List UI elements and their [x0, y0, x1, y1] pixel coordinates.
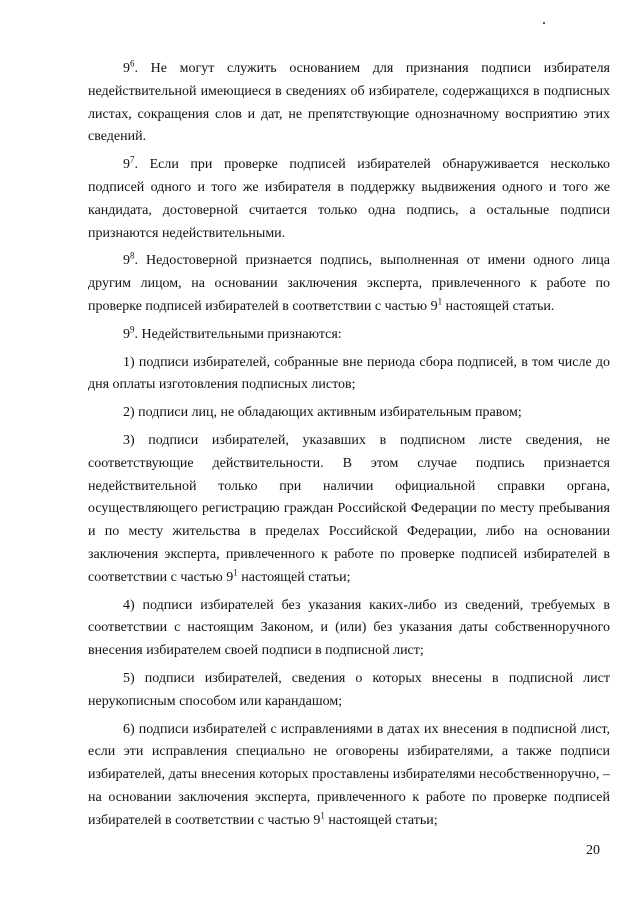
body-text [88, 58, 610, 838]
paragraph-9-8 [88, 250, 610, 318]
paragraph-text: 4) подписи избирателей без указания каких-либо из сведений, требуемых в соответствии с настоящим Законом, и (или) без указания даты собственноручного внесения избирателем своей подписи в подписной лист; [88, 597, 610, 659]
reference-superscript: 1 [320, 810, 325, 821]
paragraph-text: 5) подписи избирателей, сведения о которых внесены в подписной лист нерукописным способом или карандашом; [88, 670, 610, 709]
list-item-4 [88, 595, 610, 663]
paragraph-9-6 [88, 58, 610, 149]
paragraph-text: 2) подписи лиц, не обладающих активным избирательным правом; [123, 405, 522, 421]
paragraph-text: 6) подписи избирателей с исправлениями в датах их внесения в подписной лист, если эти исправления специально не оговорены избирателями, а также подписи избирателей, даты внесения которых проставлены избирателями несобственноручно, – на основании заключения эксперта, привлеченного к работе по проверке подписей избирателей в соответствии с частью 9 [88, 721, 610, 828]
paragraph-tail: настоящей статьи; [324, 812, 438, 828]
paragraph-text: . Если при проверке подписей избирателей обнаруживается несколько подписей одного и того же избирателя в поддержку выдвижения одного и того же кандидата, достоверной считается только одна подпись, а остальные подписи признаются недействительными. [88, 157, 610, 241]
paragraph-9-9 [88, 324, 610, 347]
paragraph-tail: настоящей статьи; [237, 569, 351, 585]
paragraph-tail: настоящей статьи. [442, 298, 555, 314]
clause-superscript: 9 [130, 324, 135, 335]
list-item-5 [88, 668, 610, 714]
paragraph-text: . Не могут служить основанием для признания подписи избирателя недействительной имеющиеся в сведениях об избирателе, содержащихся в подписных листах, сокращения слов и дат, не препятствующие однозначному восприятию этих сведений. [88, 61, 610, 145]
paragraph-text: . Недостоверной признается подпись, выполненная от имени одного лица другим лицом, на основании заключения эксперта, привлеченного к работе по проверке подписей избирателей в соответствии с частью 9 [88, 253, 610, 314]
clause-superscript: 8 [130, 250, 135, 261]
clause-superscript: 6 [130, 58, 135, 69]
list-item-2 [88, 402, 610, 425]
clause-number: 9 [123, 253, 130, 269]
paragraph-9-7 [88, 154, 610, 245]
reference-superscript: 1 [233, 567, 238, 578]
clause-number: 9 [123, 157, 130, 173]
page-number: 20 [586, 843, 600, 858]
clause-number: 9 [123, 61, 130, 76]
paragraph-text: . Недействительными признаются: [134, 326, 342, 342]
clause-superscript: 7 [130, 154, 135, 165]
clause-number: 9 [123, 326, 130, 342]
reference-superscript: 1 [437, 296, 443, 307]
list-item-3 [88, 430, 610, 590]
list-item-6 [88, 719, 610, 833]
paragraph-text: 1) подписи избирателей, собранные вне периода сбора подписей, в том числе до дня оплаты изготовления подписных листов; [88, 354, 610, 393]
list-item-1 [88, 352, 610, 398]
scan-speck [543, 22, 545, 24]
paragraph-text: 3) подписи избирателей, указавших в подписном листе сведения, не соответствующие действительности. В этом случае подпись признается недействительной только при наличии официальной справки органа, осуществляющего регистрацию граждан Российской Федерации по месту пребывания и по месту жительства в пределах Российской Федерации, либо на основании заключения эксперта, привлеченного к работе по проверке подписей избирателей в соответствии с частью 9 [88, 432, 610, 585]
